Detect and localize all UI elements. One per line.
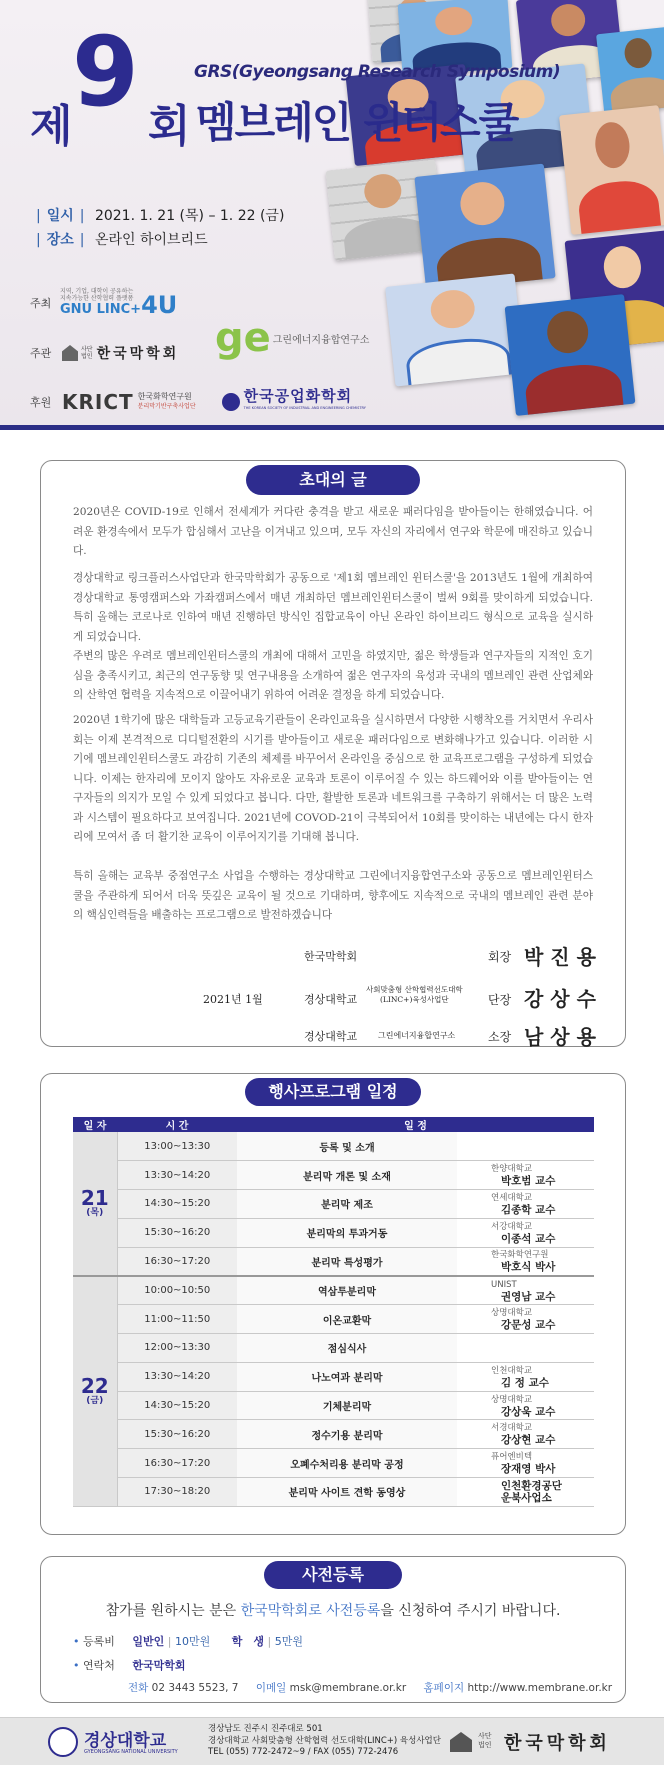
table-row bbox=[73, 1247, 594, 1276]
speaker-affiliation: UNIST bbox=[491, 1279, 517, 1290]
avatar bbox=[550, 2, 587, 38]
university-name: 경상대학교 bbox=[84, 1731, 167, 1751]
speaker-cell bbox=[457, 1478, 594, 1507]
registration-intro: 참가를 원하시는 분은 한국막학회로 사전등록을 신청하여 주시기 바랍니다. bbox=[105, 1603, 561, 1619]
speaker-affiliation: 연세대학교 bbox=[491, 1192, 533, 1203]
speaker-name: 강상욱 교수 bbox=[501, 1405, 556, 1418]
hero-banner bbox=[0, 0, 664, 430]
signer-unit: 그린에너지융합연구소 bbox=[378, 1031, 456, 1040]
society-name: 한국막학회 bbox=[504, 1733, 611, 1754]
table-row bbox=[73, 1362, 594, 1391]
footer-address: 경상남도 진주시 진주대로 501 경상대학교 사회맞춤형 산학협력 선도대학(LINC+) 육성사업단 TEL (055) 772-2472~9 / FAX (055) 772-2476 bbox=[208, 1724, 441, 1757]
avatar bbox=[623, 37, 653, 70]
speaker-cell bbox=[457, 1305, 594, 1334]
table-header bbox=[73, 1117, 594, 1132]
speaker-affiliation: 서강대학교 bbox=[491, 1221, 533, 1232]
event-cell: 이온교환막 bbox=[237, 1305, 457, 1334]
time-cell: 15:30~16:20 bbox=[117, 1420, 237, 1449]
event-subtitle: GRS(Gyeongsang Research Symposium) bbox=[194, 62, 561, 82]
speaker-affiliation: 한국화학연구원 bbox=[491, 1250, 549, 1261]
avatar bbox=[363, 172, 404, 210]
invitation-section bbox=[40, 460, 626, 1047]
speaker-name: 인천환경공단 운북사업소 bbox=[501, 1479, 562, 1504]
letter-paragraph: 주변의 많은 우려로 멤브레인윈터스쿨의 개최에 대해서 고민을 하였지만, 젊은 학생들과 연구자들의 지적인 호기심을 충족시키고, 최근의 연구동향 및 연구내용을 소개하여 젊은 연구자의 육성과 국내의 멤브레인 관련 산업체와의 산학연 협력을 지속적으로 이끌어내기 위하여 어려운 결정을 하게 되었습니다. bbox=[73, 650, 593, 701]
speaker-name: 권영남 교수 bbox=[501, 1290, 556, 1303]
organizer-row: 주관 사단 법인 한국막학회 bbox=[30, 343, 179, 363]
society-logo-icon bbox=[62, 345, 78, 361]
letter-paragraph: 2020년 1학기에 많은 대학들과 고등교육기관들이 온라인교육을 실시하면서 다양한 시행착오를 거치면서 우리사회는 이제 본격적으로 디디털전환의 시기를 받아들이고 새로운 패러다임으로 변화해나가고 있습니다. 이러한 시기에 멤브레인윈터스쿨도 과감히 기존의 체제를 바꾸어서 온라인을 중심으로 한 교육프로그램을 구성하게 되었습니다. 이제는 한자리에 모이지 않아도 자유로운 교육과 토론이 이루어질 수 있는 하드웨어와 이를 받아들이는 연구자들의 의지가 모일 수 있게 되었다고 봅니다. 다만, 활발한 토론과 네트워크를 구축하기 위해서는 더 많은 노력과 시스템이 필요하다고 보여집니다. 2021년에 COVOD-21이 극복되어서 10회를 맞이하는 내년에는 다시 한자리에 모여서 좀 더 활기찬 교육이 이루어지기를 기대해 봅니다. bbox=[73, 714, 593, 843]
speaker-cell bbox=[457, 1276, 594, 1305]
time-cell: 15:30~16:20 bbox=[117, 1218, 237, 1247]
speaker-cell bbox=[457, 1420, 594, 1449]
avatar bbox=[429, 288, 477, 330]
speaker-cell bbox=[457, 1391, 594, 1420]
avatar bbox=[593, 120, 632, 169]
speaker-cell bbox=[457, 1334, 594, 1363]
event-title: 멤브레인 윈터스쿨 bbox=[196, 98, 518, 147]
table-row bbox=[73, 1391, 594, 1420]
day-cell bbox=[73, 1276, 117, 1506]
avatar bbox=[602, 244, 644, 289]
table-row bbox=[73, 1305, 594, 1334]
email-link[interactable]: msk@membrane.or.kr bbox=[289, 1682, 407, 1694]
event-cell: 역삼투분리막 bbox=[237, 1276, 457, 1305]
time-cell: 16:30~17:20 bbox=[117, 1449, 237, 1478]
signer-org: 한국막학회 bbox=[304, 950, 358, 963]
time-cell: 14:30~15:20 bbox=[117, 1190, 237, 1219]
speaker-name: 강상현 교수 bbox=[501, 1434, 556, 1447]
bullet-icon: • bbox=[73, 1635, 80, 1648]
event-cell: 분리막의 투과거동 bbox=[237, 1218, 457, 1247]
sponsor-label: 후원 bbox=[30, 396, 52, 409]
footer: 경상대학교 GYEONGSANG NATIONAL UNIVERSITY 경상남도 진주시 진주대로 501 경상대학교 사회맞춤형 산학협력 선도대학(LINC+) 육성사업단 TEL (055) 772-2472~9 / FAX (055) 772-2476 사단 법인 한국막학회 bbox=[0, 1717, 664, 1765]
date-value: 2021. 1. 21 (목) – 1. 22 (금) bbox=[94, 208, 285, 224]
letter-paragraph: 경상대학교 링크플러스사업단과 한국막학회가 공동으로 '제1회 멤브레인 윈터스쿨'을 2013년도 1월에 개최하여 경상대학교 통영캠퍼스와 가좌캠퍼스에서 매년 개최하던 멤브레인윈터스쿨이 벌써 9회를 맞이하게 되었습니다. 특히 올해는 코로나로 인하여 매년 진행하던 방식인 집합교육이 아닌 온라인 하이브리드 형식으로 교육을 실시하게 되었습니다. bbox=[73, 572, 597, 643]
signer-unit: 사회맞춤형 산학협력선도대학 (LINC+)육성사업단 bbox=[366, 985, 463, 1004]
table-row bbox=[73, 1449, 594, 1478]
event-cell: 나노여과 분리막 bbox=[237, 1362, 457, 1391]
speaker-affiliation: 상명대학교 bbox=[491, 1308, 533, 1319]
time-cell: 10:00~10:50 bbox=[117, 1276, 237, 1305]
day-number: 21 bbox=[80, 1186, 109, 1211]
time-cell: 11:00~11:50 bbox=[117, 1305, 237, 1334]
speaker-name: 강문성 교수 bbox=[501, 1319, 556, 1332]
edition-suffix: 회 bbox=[148, 101, 191, 152]
avatar bbox=[545, 309, 590, 355]
tile bbox=[505, 294, 636, 416]
letter-paragraph: 2020년은 COVID-19로 인해서 전세계가 커다란 충격을 받고 새로운 패러다임을 받아들이는 한해였습니다. 어려운 환경속에서 모두가 합심해서 고난을 이겨내고 있으며, 모두 자신의 자리에서 연구와 학문에 매진하고 있습니다. bbox=[73, 506, 593, 557]
speaker-cell bbox=[457, 1362, 594, 1391]
bullet-icon: • bbox=[73, 1659, 80, 1672]
event-cell: 정수기용 분리막 bbox=[237, 1420, 457, 1449]
time-cell: 13:30~14:20 bbox=[117, 1161, 237, 1190]
time-cell: 16:30~17:20 bbox=[117, 1247, 237, 1276]
contact-details: 전화 02 3443 5523, 7 이메일 msk@membrane.or.kr 홈페이지 http://www.membrane.or.kr bbox=[128, 1682, 613, 1694]
event-cell: 분리막 특성평가 bbox=[237, 1247, 457, 1276]
signer-name: 강 상 수 bbox=[524, 987, 596, 1011]
registration-highlight: 한국막학회로 사전등록 bbox=[240, 1603, 381, 1619]
col-event: 일 정 bbox=[237, 1117, 594, 1132]
speaker-name: 김 정 교수 bbox=[501, 1376, 549, 1389]
signer-title: 소장 bbox=[488, 1030, 512, 1044]
place-label: 장소 bbox=[46, 232, 74, 248]
col-time: 시 간 bbox=[117, 1117, 237, 1132]
time-cell: 13:00~13:30 bbox=[117, 1132, 237, 1161]
speaker-cell bbox=[457, 1132, 594, 1161]
tile bbox=[385, 273, 525, 386]
date-label: 일시 bbox=[46, 208, 74, 224]
event-cell: 분리막 개론 및 소재 bbox=[237, 1161, 457, 1190]
sponsor-row: 후원 KRICT 한국화학연구원 분리막기반구축사업단 한국공업화학회 THE KOREAN SOCIETY OF INDUSTRIAL AND ENGINEERING CHEMISTRY bbox=[30, 387, 366, 414]
event-cell: 점심식사 bbox=[237, 1334, 457, 1363]
speaker-affiliation: 상명대학교 bbox=[491, 1394, 533, 1405]
event-cell: 분리막 사이트 견학 동영상 bbox=[237, 1478, 457, 1507]
event-date: | 일시 | 2021. 1. 21 (목) – 1. 22 (금) bbox=[36, 208, 285, 224]
tile bbox=[559, 105, 664, 235]
schedule-section bbox=[40, 1073, 626, 1535]
table-row bbox=[73, 1334, 594, 1363]
tile bbox=[596, 26, 664, 114]
speaker-cell bbox=[457, 1218, 594, 1247]
signer-name: 남 상 용 bbox=[524, 1025, 596, 1049]
day-weekday: (금) bbox=[86, 1396, 104, 1407]
table-row bbox=[73, 1276, 594, 1305]
event-cell: 오폐수처리용 분리막 공정 bbox=[237, 1449, 457, 1478]
signer-title: 단장 bbox=[488, 993, 512, 1007]
organizer2-logo: ge 그린에너지융합연구소 bbox=[215, 315, 370, 361]
organizer-label: 주관 bbox=[30, 347, 52, 360]
table-row bbox=[73, 1420, 594, 1449]
signer-org: 경상대학교 bbox=[304, 993, 358, 1006]
place-value: 온라인 하이브리드 bbox=[94, 232, 208, 248]
col-date: 일 자 bbox=[73, 1117, 117, 1132]
university-en: GYEONGSANG NATIONAL UNIVERSITY bbox=[84, 1749, 178, 1755]
ksiec-logo-icon bbox=[222, 393, 240, 411]
speaker-affiliation: 인천대학교 bbox=[491, 1365, 533, 1376]
edition-prefix: 제 bbox=[30, 101, 73, 152]
speaker-name: 이종석 교수 bbox=[501, 1232, 556, 1245]
tile bbox=[414, 164, 555, 292]
invitation-heading: 초대의 글 bbox=[246, 465, 420, 495]
host-label: 주최 bbox=[30, 296, 52, 310]
signer-title: 회장 bbox=[488, 950, 512, 964]
organizer-name: 한국막학회 bbox=[96, 346, 180, 362]
host-row bbox=[30, 288, 177, 317]
fee-row: • 등록비 일반인 | 10만원 학 생 | 5만원 bbox=[73, 1635, 303, 1648]
edition-number: 9 bbox=[72, 16, 136, 128]
society-logo-icon bbox=[450, 1732, 472, 1752]
speaker-name: 박호식 박사 bbox=[501, 1261, 556, 1274]
phone-number: 02 3443 5523, 7 bbox=[151, 1682, 239, 1694]
time-cell: 12:00~13:30 bbox=[117, 1334, 237, 1363]
time-cell: 14:30~15:20 bbox=[117, 1391, 237, 1420]
speaker-affiliation: 서경대학교 bbox=[491, 1423, 533, 1434]
signer-name: 박 진 용 bbox=[524, 945, 596, 969]
time-cell: 17:30~18:20 bbox=[117, 1478, 237, 1507]
table-row bbox=[73, 1478, 594, 1507]
speaker-name: 박호범 교수 bbox=[501, 1175, 556, 1188]
avatar bbox=[434, 6, 473, 36]
speaker-affiliation: 퓨어엔비텍 bbox=[491, 1452, 533, 1463]
event-cell: 분리막 제조 bbox=[237, 1190, 457, 1219]
speaker-affiliation: 한양대학교 bbox=[491, 1164, 533, 1175]
signer-org: 경상대학교 bbox=[304, 1030, 358, 1043]
speaker-cell bbox=[457, 1449, 594, 1478]
contact-row: • 연락처 한국막학회 bbox=[73, 1659, 186, 1672]
speaker-cell bbox=[457, 1247, 594, 1276]
speaker-cell bbox=[457, 1190, 594, 1219]
speaker-name: 장재영 박사 bbox=[501, 1463, 556, 1476]
event-cell: 기체분리막 bbox=[237, 1391, 457, 1420]
letter-date: 2021년 1월 bbox=[203, 993, 263, 1006]
krict-logo: KRICT bbox=[62, 390, 134, 414]
event-cell: 등록 및 소개 bbox=[237, 1132, 457, 1161]
avatar bbox=[458, 179, 507, 227]
registration-heading: 사전등록 bbox=[264, 1561, 402, 1589]
table-row bbox=[73, 1132, 594, 1161]
ge-logo-icon: ge bbox=[215, 315, 271, 361]
letter-paragraph: 특히 올해는 교육부 중점연구소 사업을 수행하는 경상대학교 그린에너지융합연구소와 공동으로 멤브레인윈터스쿨을 주관하게 되어서 더욱 뜻깊은 교육이 될 것으로 기대하며, 향후에도 지속적으로 국내의 멤브레인 관련 분야의 핵심인력들을 배출하는 프로그램으로 발전하겠습니다 bbox=[73, 870, 593, 921]
speaker-cell bbox=[457, 1161, 594, 1190]
schedule-table bbox=[73, 1117, 594, 1507]
university-emblem-icon bbox=[48, 1727, 78, 1757]
event-place: | 장소 | 온라인 하이브리드 bbox=[36, 232, 208, 248]
table-row bbox=[73, 1161, 594, 1190]
time-cell: 13:30~14:20 bbox=[117, 1362, 237, 1391]
registration-section bbox=[40, 1556, 626, 1703]
day-number: 22 bbox=[80, 1374, 109, 1399]
website-link[interactable]: http://www.membrane.or.kr bbox=[467, 1682, 613, 1694]
schedule-heading: 행사프로그램 일정 bbox=[245, 1078, 421, 1106]
day-cell bbox=[73, 1132, 117, 1276]
speaker-name: 김종학 교수 bbox=[501, 1203, 556, 1216]
day-weekday: (목) bbox=[86, 1208, 104, 1219]
table-row bbox=[73, 1190, 594, 1219]
host-logo: 지역, 기업, 대학이 공유하는 지속가능한 산학협력 플랫폼 GNU LINC+4U bbox=[60, 288, 178, 319]
table-row bbox=[73, 1218, 594, 1247]
